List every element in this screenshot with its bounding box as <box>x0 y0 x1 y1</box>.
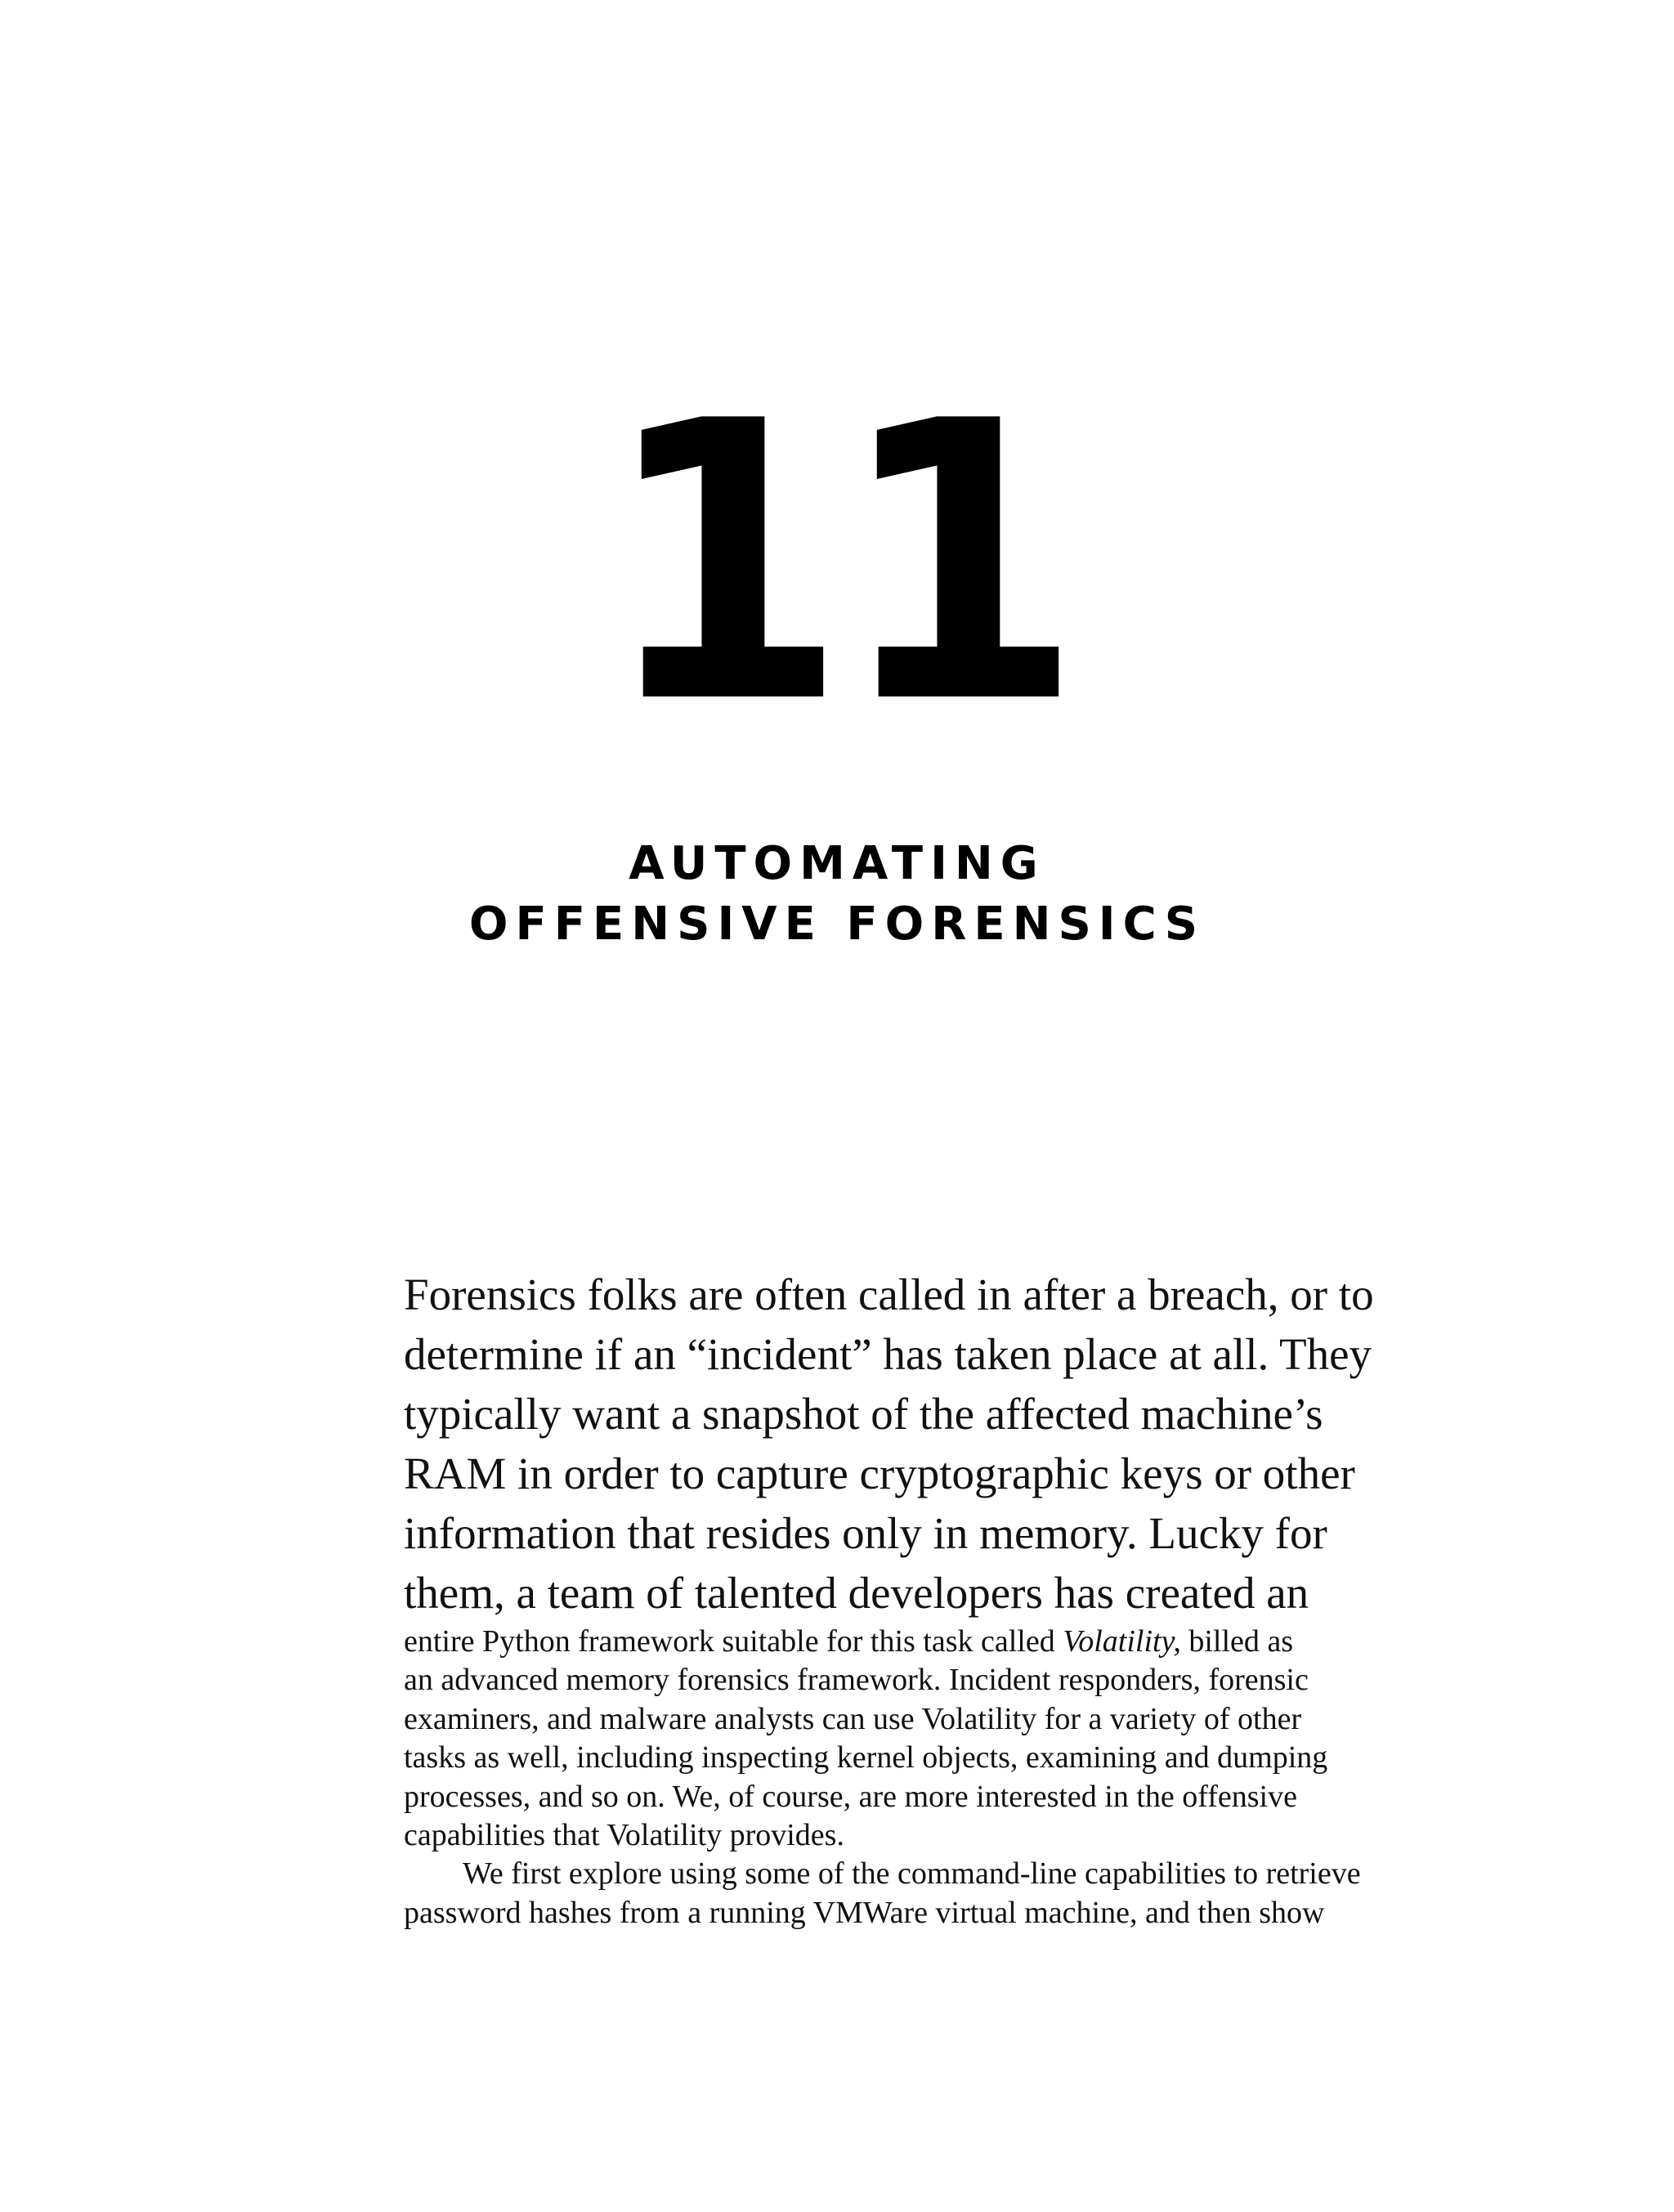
paragraph-1-line-2: an advanced memory forensics framework. Incident responders, forensic <box>404 1663 1309 1698</box>
lead-line-5: information that resides only in memory. Lucky for <box>404 1508 1327 1558</box>
paragraph-2 <box>404 1855 1483 1932</box>
lead-paragraph <box>404 1265 1483 1623</box>
paragraph-2-line-1: We first explore using some of the command-line capabilities to retrieve <box>463 1856 1361 1892</box>
paragraph-1-line-4: tasks as well, including inspecting kernel objects, examining and dumping <box>404 1740 1328 1775</box>
paragraph-1-line-5: processes, and so on. We, of course, are more interested in the offensive <box>404 1779 1297 1814</box>
lead-line-2: determine if an “incident” has taken place at all. They <box>404 1329 1372 1379</box>
paragraph-1-line-1 <box>404 1623 1483 1661</box>
paragraph-1-line-1-end: billed as <box>1180 1624 1294 1659</box>
lead-line-1: Forensics folks are often called in after a breach, or to <box>404 1269 1374 1319</box>
lead-line-6: them, a team of talented developers has created an <box>404 1568 1309 1618</box>
paragraph-1-line-3: examiners, and malware analysts can use Volatility for a variety of other <box>404 1701 1302 1736</box>
paragraph-1-line-6: capabilities that Volatility provides. <box>404 1818 844 1853</box>
lead-line-4: RAM in order to capture cryptographic keys or other <box>404 1449 1355 1498</box>
chapter-body <box>404 1265 1483 1932</box>
paragraph-2-line-2: password hashes from a running VMWare virtual machine, and then show <box>404 1895 1325 1930</box>
chapter-title-line-2: OFFENSIVE FORENSICS <box>468 898 1206 951</box>
paragraph-1 <box>404 1623 1483 1855</box>
lead-line-3: typically want a snapshot of the affected machine’s <box>404 1389 1323 1439</box>
chapter-title-line-1: AUTOMATING <box>629 837 1045 890</box>
chapter-number: 11 <box>602 340 1072 787</box>
volatility-italic: Volatility, <box>1063 1624 1181 1659</box>
chapter-title <box>0 834 1674 955</box>
paragraph-1-line-1-start: entire Python framework suitable for this task called <box>404 1624 1063 1659</box>
